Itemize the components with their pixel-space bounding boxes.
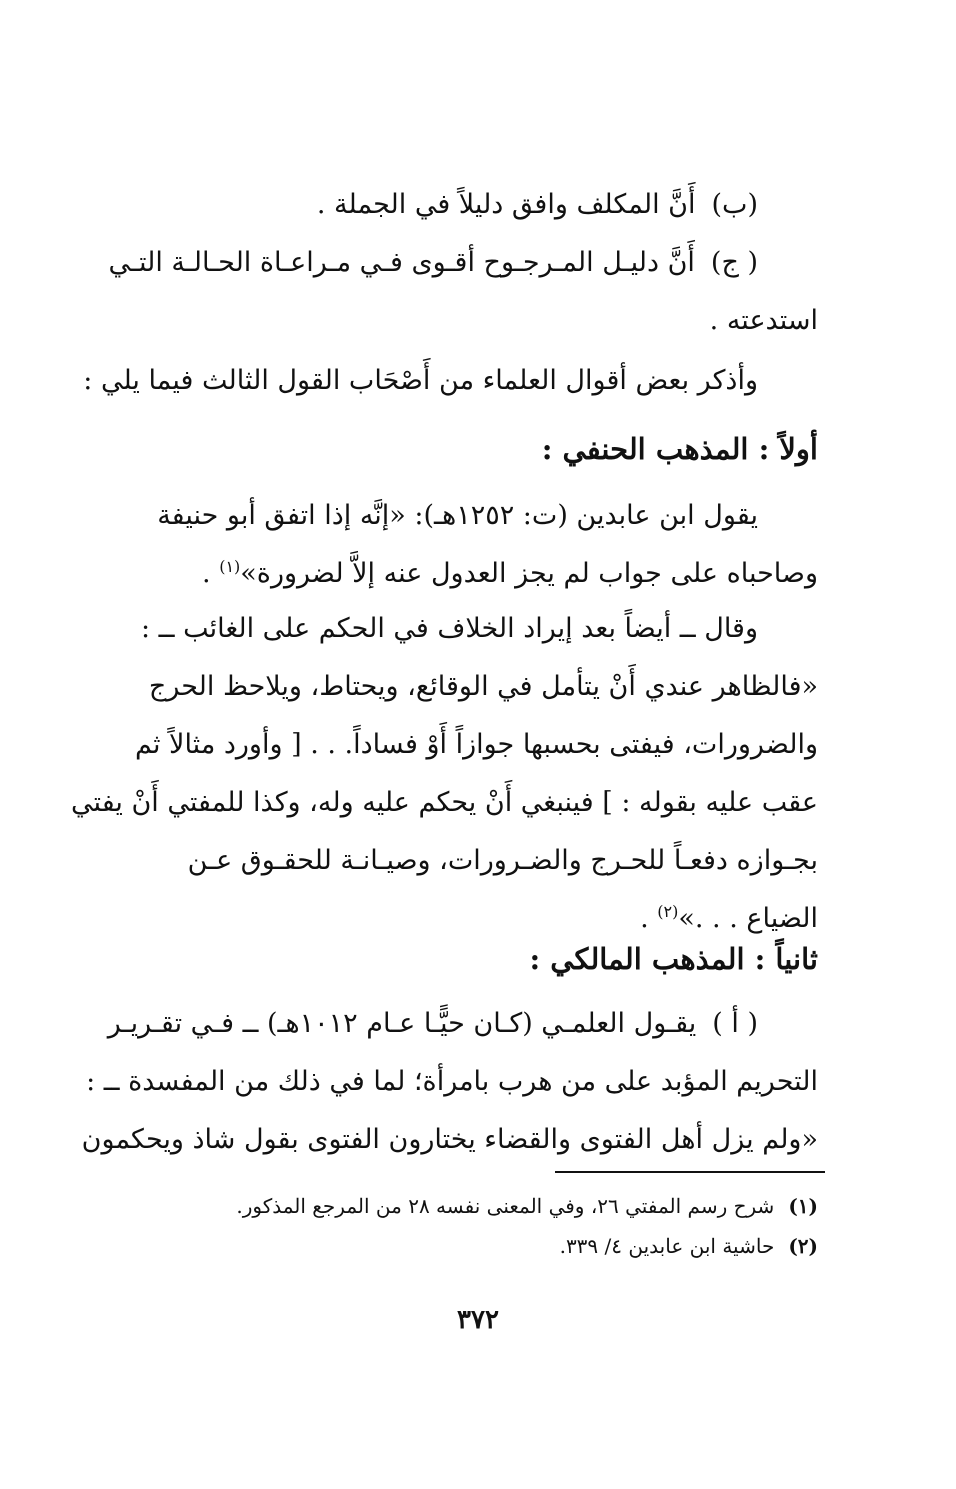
section-maliki (136, 930, 818, 988)
paragraph-line: يقـول العلمـي (كـان حيًّـا عـام ١٠١٢هـ) ــ فـي تقـريـر (107, 1008, 697, 1039)
hanafi-paragraph-2 (71, 600, 818, 948)
footnote-text: شرح رسم المفتي ٢٦، وفي المعنى نفسه ٢٨ من المرجع المذكور. (236, 1194, 775, 1218)
point-b-marker: (ب) (711, 189, 758, 220)
intro-paragraph (83, 352, 818, 410)
footnote-text: حاشية ابن عابدين ٤/ ٣٣٩. (559, 1234, 775, 1258)
paragraph-line-with-ref: وصاحباه على جواب لم يجز العدول عنه إلاَّ لضرورة»$^{(١)}$ . (202, 557, 818, 589)
intro-text: وأذكر بعض أقوال العلماء من أَصْحَاب القول الثالث فيما يلي : (83, 365, 758, 396)
paragraph-line: بجـوازه دفعـاً للحـرج والضـرورات، وصيـانـة للحقـوق عـن (187, 845, 818, 876)
footnote-number: (٢) (788, 1234, 818, 1258)
paragraph-line: الضياع . . .» (678, 903, 818, 934)
section-hanafi (136, 420, 818, 478)
page-number: ٣٧٢ (457, 1305, 499, 1335)
footnote-ref-2[interactable]: (٢) (657, 902, 679, 921)
paragraph-line: يقول ابن عابدين (ت: ١٢٥٢هـ): «إنَّه إذا اتفق أبو حنيفة (157, 500, 758, 531)
footnotes (136, 1186, 818, 1266)
point-j-line (108, 234, 818, 292)
paragraph-line: عقب عليه بقوله : ] فينبغي أَنْ يحكم عليه وله، وكذا للمفتي أَنْ يفتي (71, 787, 818, 818)
footnote-1 (136, 1186, 818, 1226)
point-j-marker: ( ج) (710, 247, 758, 278)
footnote-number: (١) (788, 1194, 818, 1218)
point-j (108, 234, 818, 350)
paragraph-line: «ولم يزل أهل الفتوى والقضاء يختارون الفتوى بقول شاذ ويحكمون (81, 1124, 818, 1155)
maliki-line-1 (107, 995, 818, 1053)
footnote-2 (136, 1226, 818, 1266)
section-heading-hanafi: أولاً : المذهب الحنفي : (541, 432, 818, 466)
hanafi-paragraph-1 (136, 487, 818, 603)
paragraph-line: التحريم المؤبد على من هرب بامرأة؛ لما في ذلك من المفسدة ــ : (86, 1066, 818, 1097)
point-b (136, 176, 818, 234)
section-heading-maliki: ثانياً : المذهب المالكي : (529, 942, 818, 976)
maliki-marker: ( أ ) (712, 1008, 758, 1039)
footnote-ref-1[interactable]: (١) (219, 557, 241, 576)
maliki-paragraph (81, 995, 818, 1169)
footnote-divider (555, 1171, 825, 1173)
point-b-line (136, 176, 818, 234)
paragraph-line: والضرورات، فيفتى بحسبها جوازاً أَوْ فساداً. . . [ وأورد مثالاً ثم (134, 729, 818, 760)
paragraph-line: وصاحباه على جواب لم يجز العدول عنه إلاَّ لضرورة» (240, 558, 818, 589)
paragraph-line: «فالظاهر عندي أَنْ يتأمل في الوقائع، ويحتاط، ويلاحظ الحرج (148, 671, 818, 702)
point-b-text: أَنَّ المكلف وافق دليلاً في الجملة . (316, 189, 696, 220)
point-j-continuation: استدعته . (709, 305, 818, 336)
point-j-text: أَنَّ دليـل المـرجـوح أقـوى فـي مـراعـاة الحـالـة التـي (108, 247, 695, 278)
paragraph-line-with-ref: الضياع . . .»$^{(٢)}$ . (640, 902, 818, 934)
paragraph-line: وقال ــ أيضاً بعد إيراد الخلاف في الحكم على الغائب ــ : (140, 613, 758, 644)
